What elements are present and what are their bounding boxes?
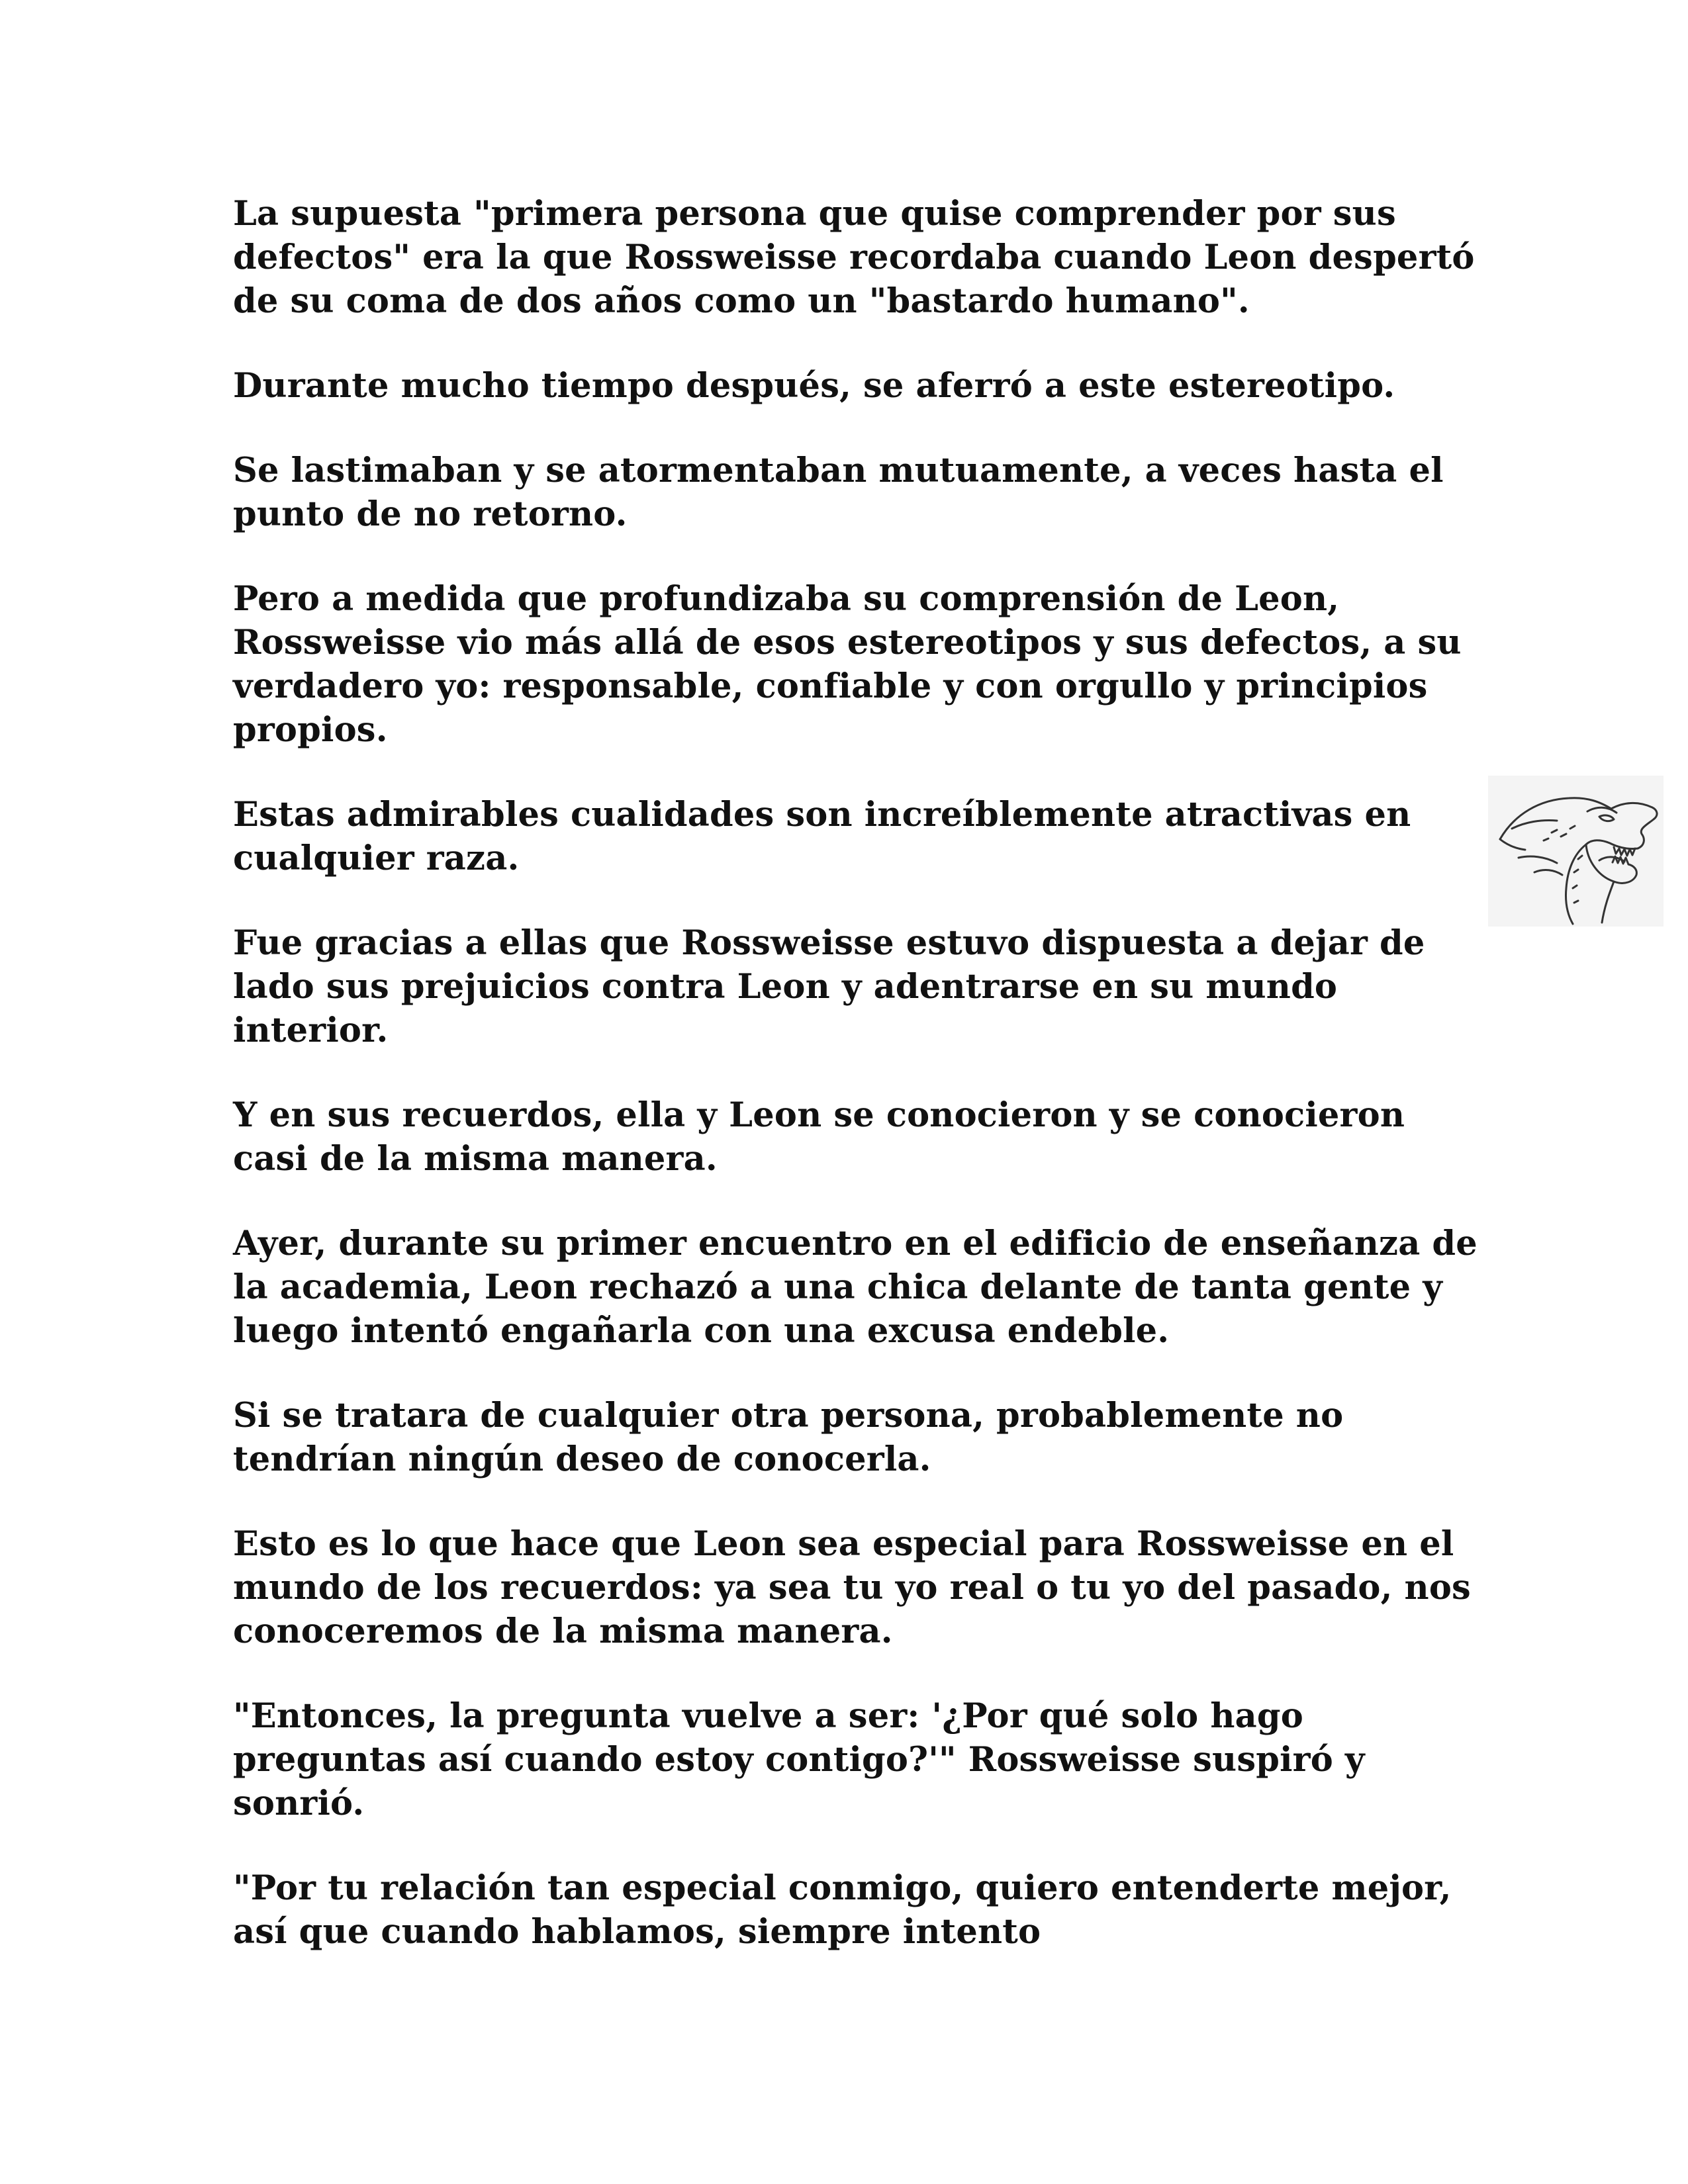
- paragraph: "Por tu relación tan especial conmigo, quiero entenderte mejor, así que cuando hablamos, siempre intento: [233, 1868, 1452, 1952]
- paragraph: "Entonces, la pregunta vuelve a ser: '¿Por qué solo hago preguntas así cuando estoy contigo?'" Rossweisse suspiró y sonrió.: [233, 1696, 1365, 1823]
- paragraph: La supuesta "primera persona que quise comprender por sus defectos" era la que Rossweisse recordaba cuando Leon despertó de su coma de dos años como un "bastardo humano".: [233, 194, 1475, 321]
- dinosaur-head-sketch-icon: [1488, 776, 1664, 927]
- document-body: [233, 192, 1477, 1995]
- paragraph: Se lastimaban y se atormentaban mutuamente, a veces hasta el punto de no retorno.: [233, 451, 1444, 534]
- paragraph: Pero a medida que profundizaba su comprensión de Leon, Rossweisse vio más allá de esos estereotipos y sus defectos, a su verdadero yo: responsable, confiable y con orgullo y principios propios.: [233, 579, 1462, 750]
- paragraph: Fue gracias a ellas que Rossweisse estuvo dispuesta a dejar de lado sus prejuicios contra Leon y adentrarse en su mundo interior.: [233, 923, 1425, 1050]
- paragraph: Ayer, durante su primer encuentro en el edificio de enseñanza de la academia, Leon rechazó a una chica delante de tanta gente y luego intentó engañarla con una excusa endeble.: [233, 1224, 1477, 1351]
- paragraph: Esto es lo que hace que Leon sea especial para Rossweisse en el mundo de los recuerdos: ya sea tu yo real o tu yo del pasado, nos conoceremos de la misma manera.: [233, 1524, 1471, 1651]
- paragraph: Y en sus recuerdos, ella y Leon se conocieron y se conocieron casi de la misma manera.: [233, 1095, 1405, 1179]
- paragraph: Si se tratara de cualquier otra persona, probablemente no tendrían ningún deseo de conocerla.: [233, 1396, 1344, 1479]
- paragraph: Durante mucho tiempo después, se aferró a este estereotipo.: [233, 366, 1395, 406]
- paragraph: Estas admirables cualidades son increíblemente atractivas en cualquier raza.: [233, 795, 1411, 878]
